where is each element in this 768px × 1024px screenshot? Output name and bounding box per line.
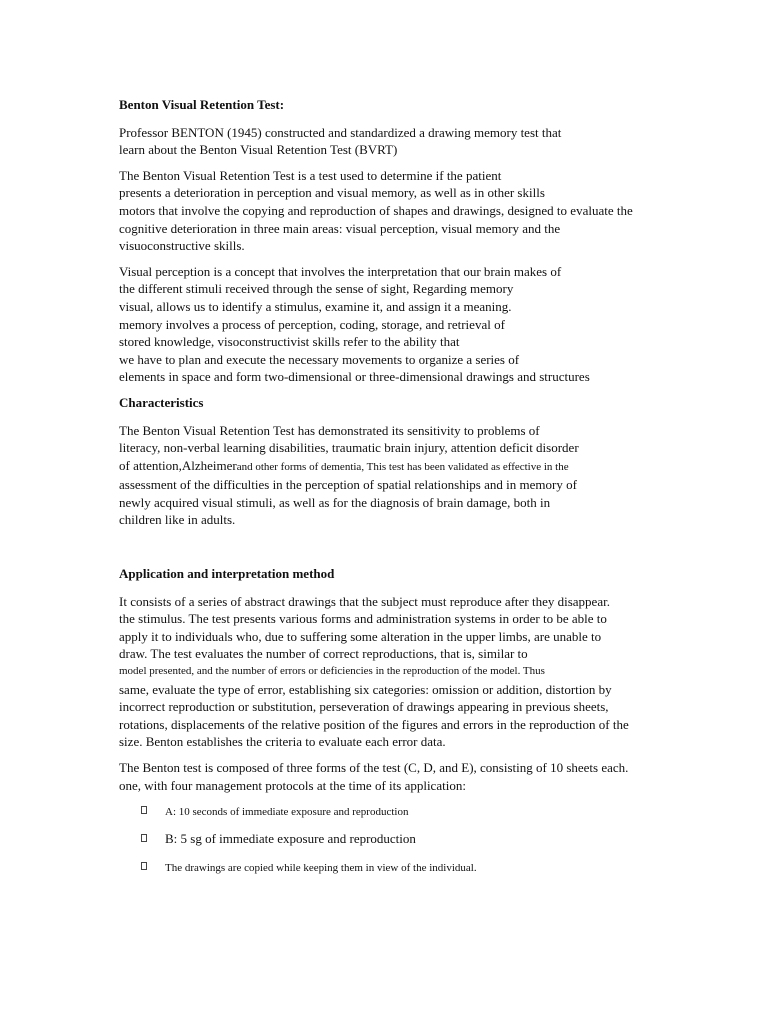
bullet-box-icon — [141, 806, 147, 814]
text-line: The Benton Visual Retention Test has demonstrated its sensitivity to problems of — [119, 422, 540, 438]
text-line: incorrect reproduction or substitution, perseveration of drawings appearing in previous sheets, — [119, 699, 609, 715]
list-item — [119, 830, 719, 858]
list-item — [119, 858, 719, 886]
characteristics-heading: Characteristics — [119, 394, 204, 410]
text-fragment: of attention,Alzheimer — [119, 457, 237, 473]
text-line: The Benton test is composed of three forms of the test (C, D, and E), consisting of 10 sheets each. — [119, 760, 629, 775]
text-line: children like in adults. — [119, 512, 236, 528]
text-line: draw. The test evaluates the number of correct reproductions, that is, similar to — [119, 646, 528, 662]
text-line: cognitive deterioration in three main areas: visual perception, visual memory and the — [119, 220, 561, 236]
text-line: stored knowledge, visoconstructivist skills refer to the ability that — [119, 334, 460, 350]
text-line: motors that involve the copying and reproduction of shapes and drawings, designed to evaluate the — [119, 202, 633, 218]
text-line: assessment of the difficulties in the perception of spatial relationships and in memory of — [119, 477, 577, 493]
text-line: elements in space and form two-dimensional or three-dimensional drawings and structures — [119, 369, 590, 385]
text-line: Visual perception is a concept that involves the interpretation that our brain makes of — [119, 263, 562, 279]
text-line: size. Benton establishes the criteria to evaluate each error data. — [119, 734, 446, 750]
list-item-text: The drawings are copied while keeping them in view of the individual. — [165, 862, 477, 875]
forms-paragraph — [119, 759, 719, 794]
text-line — [119, 457, 719, 477]
list-item-text: B: 5 sg of immediate exposure and reproduction — [165, 831, 416, 847]
text-line: The Benton Visual Retention Test is a test used to determine if the patient — [119, 167, 502, 183]
text-line: same, evaluate the type of error, establishing six categories: omission or addition, distortion by — [119, 681, 612, 697]
text-line: newly acquired visual stimuli, as well as for the diagnosis of brain damage, both in — [119, 494, 551, 510]
text-line: literacy, non-verbal learning disabilities, traumatic brain injury, attention deficit disorder — [119, 440, 579, 456]
protocol-list — [119, 802, 719, 886]
list-item — [119, 802, 719, 830]
document-title: Benton Visual Retention Test: — [119, 97, 285, 112]
text-line: one, with four management protocols at the time of its application: — [119, 777, 466, 793]
application-paragraph — [119, 593, 719, 751]
perception-paragraph — [119, 263, 719, 386]
text-line: visuoconstructive skills. — [119, 238, 245, 254]
text-line: the different stimuli received through the sense of sight, Regarding memory — [119, 281, 514, 297]
bullet-box-icon — [141, 862, 147, 870]
small-text-fragment: and other forms of dementia, This test has been validated as effective in the — [236, 460, 569, 473]
text-line: rotations, displacements of the relative position of the figures and errors in the reproduction of the — [119, 716, 629, 732]
text-line: visual, allows us to identify a stimulus, examine it, and assign it a meaning. — [119, 298, 512, 314]
text-line: learn about the Benton Visual Retention Test (BVRT) — [119, 142, 398, 158]
definition-paragraph — [119, 167, 719, 255]
characteristics-paragraph — [119, 422, 719, 530]
text-line: memory involves a process of perception, coding, storage, and retrieval of — [119, 316, 505, 332]
section-spacer — [119, 537, 719, 565]
document-page — [119, 96, 719, 886]
list-item-text: A: 10 seconds of immediate exposure and reproduction — [165, 806, 409, 819]
intro-paragraph — [119, 124, 719, 159]
bullet-box-icon — [141, 834, 147, 842]
application-heading: Application and interpretation method — [119, 566, 335, 582]
text-line: the stimulus. The test presents various forms and administration systems in order to be able to — [119, 611, 607, 627]
text-line: we have to plan and execute the necessary movements to organize a series of — [119, 351, 520, 367]
small-text-line: model presented, and the number of errors or deficiencies in the reproduction of the model. Thus — [119, 665, 545, 678]
text-line: presents a deterioration in perception and visual memory, as well as in other skills — [119, 185, 545, 201]
text-line: It consists of a series of abstract drawings that the subject must reproduce after they disappear. — [119, 593, 610, 609]
text-line: Professor BENTON (1945) constructed and standardized a drawing memory test that — [119, 124, 562, 140]
text-line: apply it to individuals who, due to suffering some alteration in the upper limbs, are unable to — [119, 628, 602, 644]
